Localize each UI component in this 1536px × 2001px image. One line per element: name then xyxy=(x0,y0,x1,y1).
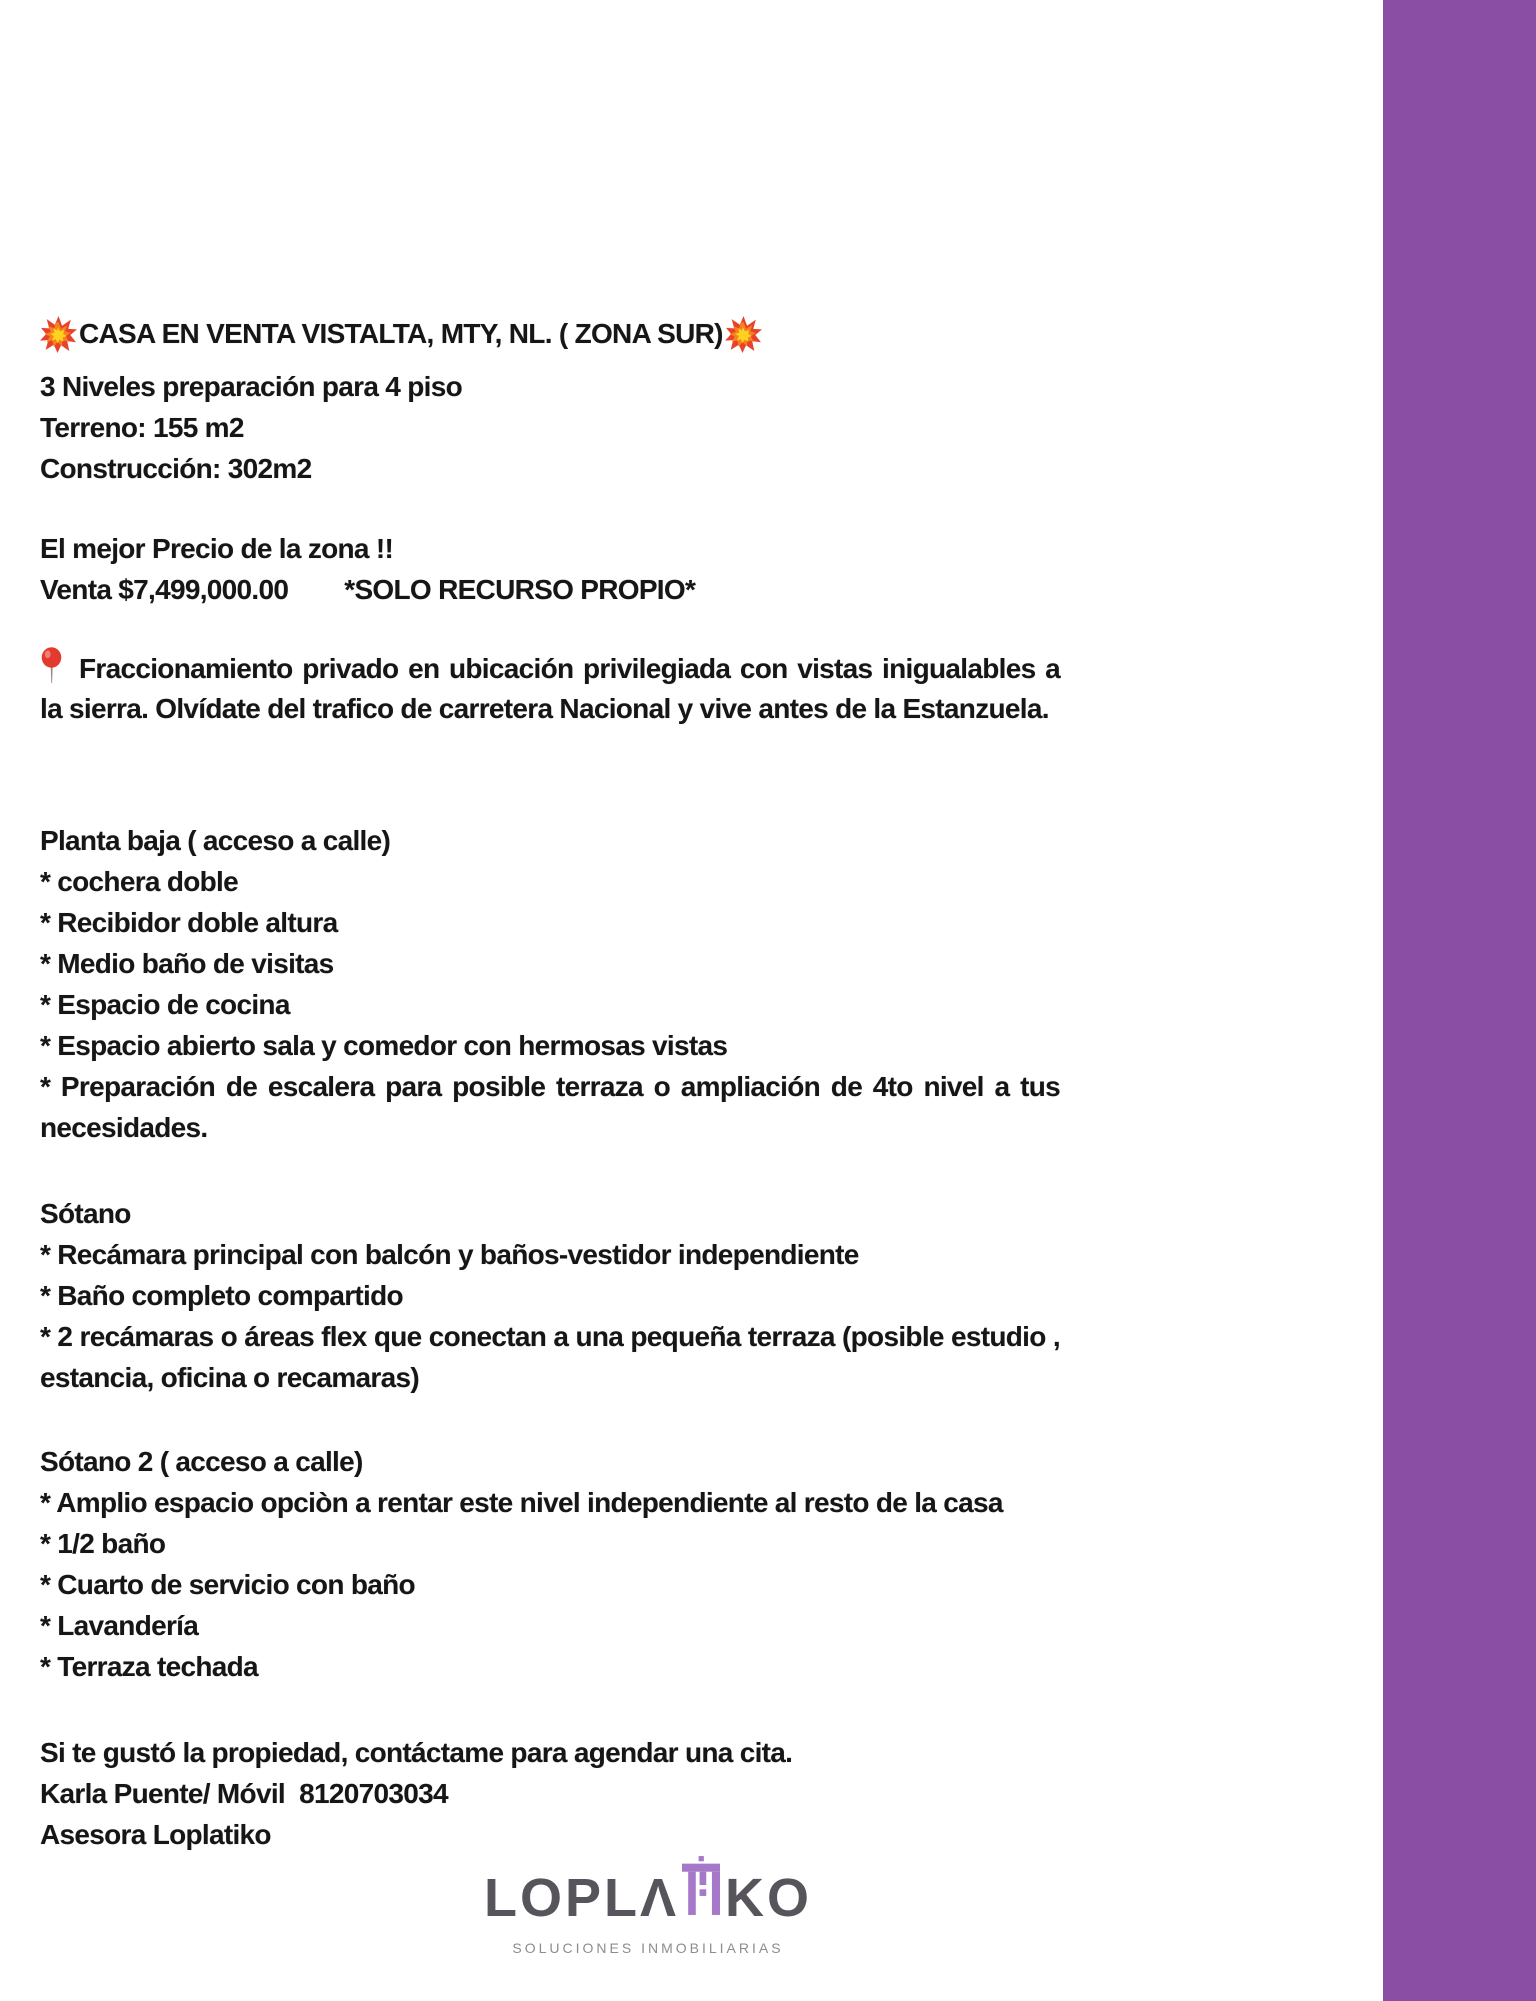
bullet-item: * Lavandería xyxy=(40,1610,199,1641)
listing-title-text: CASA EN VENTA VISTALTA, MTY, NL. ( ZONA SUR) xyxy=(79,318,723,349)
contact-cta: Si te gustó la propiedad, contáctame para agendar una cita. xyxy=(40,1737,793,1768)
brand-logo xyxy=(0,1856,1296,1956)
listing-body xyxy=(40,306,1060,1855)
location-paragraph-line1 xyxy=(40,647,1060,688)
bullet-item: * 1/2 baño xyxy=(40,1528,166,1559)
bullet-item-wrapped-line2: estancia, oficina o recamaras) xyxy=(40,1362,419,1393)
section-heading-planta-baja: Planta baja ( acceso a calle) xyxy=(40,825,391,856)
listing-title xyxy=(40,306,1060,362)
bullet-item: * cochera doble xyxy=(40,866,239,897)
brand-tagline: SOLUCIONES INMOBILIARIAS xyxy=(512,1940,784,1956)
bullet-item: * Recámara principal con balcón y baños-vestidor independiente xyxy=(40,1239,859,1270)
summary-line-levels: 3 Niveles preparación para 4 piso xyxy=(40,371,462,402)
section-heading-sotano-2: Sótano 2 ( acceso a calle) xyxy=(40,1446,363,1477)
bullet-item: * Espacio de cocina xyxy=(40,989,290,1020)
bullet-item: * Baño completo compartido xyxy=(40,1280,403,1311)
collision-icon xyxy=(725,316,762,353)
bullet-item-wrapped-line1: * 2 recámaras o áreas flex que conectan a una pequeña terraza (posible estudio , xyxy=(40,1321,1060,1352)
bullet-item-wrapped-line2: necesidades. xyxy=(40,1112,208,1143)
door-frame-icon xyxy=(682,1856,720,1915)
bullet-item-wrapped-line1: * Preparación de escalera para posible terraza o ampliación de 4to nivel a tus xyxy=(40,1071,1060,1102)
price-line xyxy=(40,569,1060,610)
bullet-item: * Terraza techada xyxy=(40,1651,258,1682)
collision-icon xyxy=(40,316,77,353)
summary-line-construction: Construcción: 302m2 xyxy=(40,453,312,484)
brand-wordmark xyxy=(483,1856,812,1928)
wordmark-left-text: LOPLΛ xyxy=(483,1868,679,1928)
summary-line-lot: Terreno: 155 m2 xyxy=(40,412,244,443)
price-note: *SOLO RECURSO PROPIO* xyxy=(344,574,696,605)
location-text-line1: Fraccionamiento privado en ubicación privilegiada con vistas inigualables a xyxy=(79,653,1060,684)
purple-side-stripe xyxy=(1383,0,1536,2001)
location-paragraph-line2: la sierra. Olvídate del trafico de carretera Nacional y vive antes de la Estanzuela. xyxy=(40,693,1049,724)
bullet-item: * Cuarto de servicio con baño xyxy=(40,1569,415,1600)
price-heading: El mejor Precio de la zona !! xyxy=(40,533,394,564)
contact-agent-phone: Karla Puente/ Móvil 8120703034 xyxy=(40,1778,448,1809)
price-value: Venta $7,499,000.00 xyxy=(40,574,289,605)
wordmark-right-text: KO xyxy=(725,1868,812,1928)
section-heading-sotano: Sótano xyxy=(40,1198,131,1229)
bullet-item: * Espacio abierto sala y comedor con hermosas vistas xyxy=(40,1030,728,1061)
bullet-item: * Medio baño de visitas xyxy=(40,948,334,979)
pushpin-icon xyxy=(40,647,63,685)
bullet-item: * Recibidor doble altura xyxy=(40,907,338,938)
bullet-item: * Amplio espacio opciòn a rentar este nivel independiente al resto de la casa xyxy=(40,1487,1003,1518)
contact-role: Asesora Loplatiko xyxy=(40,1819,271,1850)
